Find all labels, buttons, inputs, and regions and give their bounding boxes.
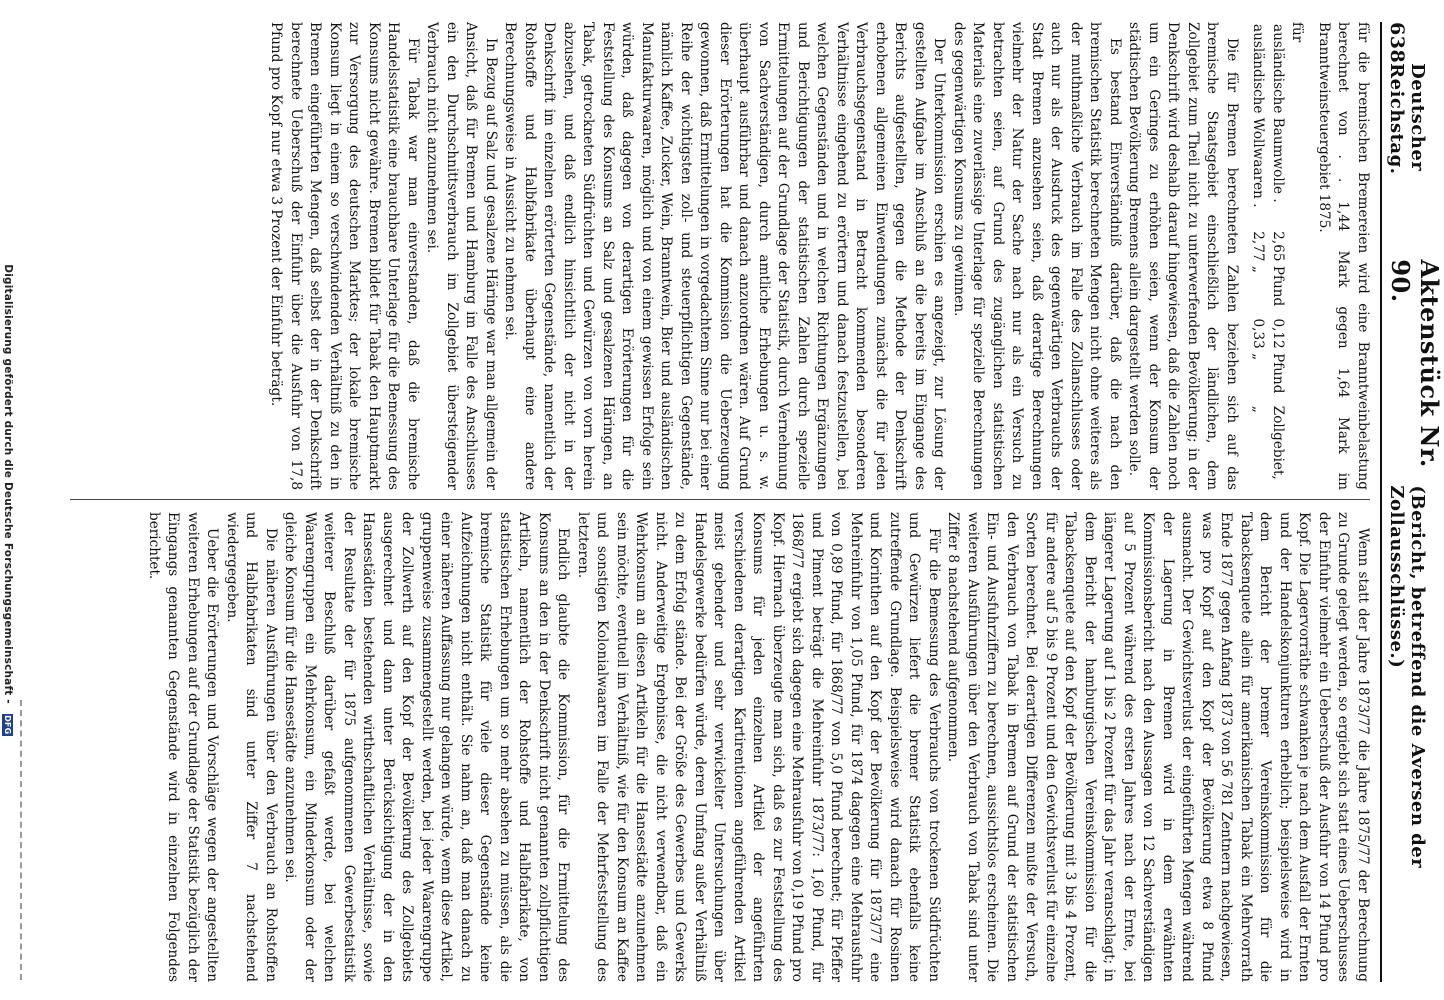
paragraph: Die für Bremen berechneten Zahlen beziehen sich auf das bremische Staatsgebiet einschließlich der ländlichen, dem Zollgebiet zum Theil nicht zu unterwerfenden Bevölkerung; in der Denkschrift wird deshalb darauf hingewiesen, daß die Zahlen noch um ein Geringes zu erhöhen seien, wenn der Konsum der städtischen Bevölkerung Bremens allein dargestellt werden solle.	[1126, 22, 1240, 490]
footer-text: Digitalisierung gefördert durch die Deutsche Forschungsgemeinschaft -	[2, 264, 14, 704]
paragraph: Wenn statt der Jahre 1873/77 die Jahre 1875/77 der Berechnung zu Grunde gelegt werden, so ergiebt sich statt eines Ueberschusses der Einfuhr vielmehr ein Ueberschuß der Ausfuhr von 14 Pfund pro Kopf. Die Lagervorräthe schwanken je nach dem Ausfall der Ernten und der Handelskonjunkturen erheblich; beispielsweise wird in dem Bericht der bremer Vereinskommission für die Tabacksenquete allein für amerikanischen Tabak ein Mehrvorrath Ende 1877 gegen Anfang 1873 von 56 781 Zentnern nachgewiesen, was pro Kopf auf den Kopf der Bevölkerung etwa 8 Pfund ausmacht. Der Gewichtsverlust der eingeführten Mengen während der Lagerung in Bremen wird in dem erwähnten Kommissionsbericht nach den Aussagen von 12 Sachverständigen auf 5 Prozent während des ersten Jahres nach der Ernte, bei längerer Lagerung auf 1 bis 2 Prozent für das Jahr veranschlagt; in dem Bericht der hamburgischen Vereinskommission für die Tabacksenquete auf den Kopf der Bevölkerung mit 3 bis 4 Prozent, für andere auf 5 bis 9 Prozent und den Gewichtsverlust für einzelne Sorten berechnet. Bei derartigen Differenzen mußte der Versuch, den Verbrauch von Tabak in Bremen auf Grund der statistischen Ein- und Ausfuhrziffern zu berechnen, aussichtslos erscheinen. Die weiteren Ausführungen über den Verbrauch von Tabak sind unter Ziffer 8 nachstehend aufgenommen.	[945, 512, 1371, 982]
table-cell: 2,77 „	[1250, 231, 1267, 273]
page-number: 638	[1386, 22, 1408, 64]
table-row	[1268, 22, 1288, 490]
paragraph: Endlich glaubte die Kommission, für die Ermittelung des Konsums an den in der Denkschrift nicht genannten zollpflichtigen Artikeln, namentlich der Rohstoffe und Halbfabrikate, von statistischen Erhebungen um so mehr absehen zu müssen, als die bremische Statistik für viele dieser Gegenstände keine Aufzeichnungen nicht enthält. Sie nahm an, daß man danach zu einer näheren Auffassung nur gelangen würde, wenn diese Artikel, gruppenweise zusammengestellt werden, bei jeder Waarengruppe der Zollwerth auf den Kopf der Bevölkerung des Zollgebiets ausgerechnet und dann unter Berücksichtigung der in den Hansestädten bestehenden wirthschaftlichen Verhältnisse, sowie der Resultate der für 1875 aufgenommenen Gewerbestatistik weiterer Beschluß darüber gefaßt werde, bei welchen Waarengruppen ein Mehrkonsum, ein Minderkonsum oder der gleiche Konsum für die Hansestädte anzunehmen sei.	[282, 512, 572, 982]
journal-title: Deutscher Reichstag.	[1386, 63, 1428, 175]
table-cell: „	[1250, 405, 1267, 413]
table-row	[1248, 22, 1268, 490]
digitization-footer	[0, 0, 14, 1000]
paragraph: Der Unterkommission erschien es angezeigt, zur Lösung der gestellten Aufgabe im Anschluß an die bereits im Eingange des Berichts aufgestellten, gegen die Methode der Denkschrift erhobenen allgemeinen Einwendungen zunächst die für jeden Verbrauchsgegenstand in Betracht kommenden besonderen Verhältnisse eingehend zu erörtern und danach festzustellen, bei welchen Gegenständen und in welchen Richtungen Ergänzungen und Berichtigungen der statistischen Zahlen durch spezielle Ermittelungen auf der Grundlage der Statistik, durch Vernehmung von Sachverständigen, durch amtliche Erhebungen u. s. w. überhaupt ausführbar und danach anzuordnen wären. Auf Grund dieser Erörterungen hat die Kommission die Ueberzeugung gewonnen, daß Ermittelungen in vorgedachtem Sinne nur bei einer Reihe der wichtigsten zoll- und steuerpflichtigen Gegenstände, nämlich Kaffee, Zucker, Wein, Branntwein, Bier und ausländischen Manufakturwaaren, möglich und von einem gewissen Erfolge sein würden, daß dagegen von derartigen Erörterungen für die Feststellung des Konsums an Salz und gesalzenen Häringen, an Tabak, getrockneten Südfrüchten und Gewürzen von vorn herein abzusehen, und daß endlich hinsichtlich der nicht in der Denkschrift im einzelnen erörterten Gegenstände, namentlich der Rohstoffe und Halbfabrikate überhaupt eine andere Berechnungsweise in Aussicht zu nehmen sei.	[502, 22, 948, 490]
table-intro: für	[1289, 22, 1306, 43]
table-cell: 0,33 „	[1250, 318, 1267, 361]
scan-edge-mark	[18, 700, 22, 980]
report-subtitle: (Bericht, betreffend die Aversen der Zollausschlüsse.)	[1386, 485, 1428, 869]
page-header	[1380, 22, 1444, 982]
table	[1248, 22, 1287, 490]
column-divider	[70, 499, 1370, 500]
paragraph: Die näheren Ausführungen über den Verbrauch an Rohstoffen und Halbfabrikaten sind unter Ziffer 7 nachstehend wiedergegeben.	[224, 512, 279, 982]
left-column	[266, 22, 1372, 490]
paragraph: In Bezug auf Salz und gesalzene Häringe war man allgemein der Ansicht, daß für Bremen und Hamburg im Falle des Anschlusses ein den Durchschnittsverbrauch im Zollgebiet übersteigender Verbrauch nicht anzunehmen sei.	[424, 22, 499, 490]
table-cell: Zollgebiet,	[1270, 405, 1286, 480]
table-cell: ausländische Baumwolle .	[1270, 24, 1286, 203]
table-cell: 0,12 Pfund	[1270, 318, 1286, 394]
paragraph: für die bremischen Bremereien wird eine Branntweinbelastung berechnet von . . 1,44 Mark gegen 1,64 Mark im Branntweinsteuergebiet 1875.	[1316, 22, 1371, 490]
dfg-logo: DFG	[3, 715, 13, 735]
paragraph: Es bestand Einverständniß darüber, daß die nach den bremischen Statistik berechneten Mengen nicht ohne weiteres als der muthmaßliche Verbrauch im Falle des Zollanschlusses oder auch nur als der Ausdruck des gegenwärtigen Verbrauchs der Stadt Bremen anzusehen seien, daß derartige Berechnungen vielmehr der Natur der Sache nach nur als ein Versuch zu betrachten seien, auf Grund des zugänglichen statistischen Materials eine zuverlässige Unterlage für spezielle Berechnungen des gegenwärtigen Konsums zu gewinnen.	[951, 22, 1123, 490]
issue-title: Aktenstück Nr. 90.	[1386, 259, 1444, 468]
right-column	[144, 512, 1373, 982]
consumption-table	[1248, 22, 1307, 490]
paragraph: Ueber die Erörterungen und Vorschläge wegen der angestellten weiteren Erhebungen auf der Grundlage der Statistik bezüglich der Eingangs genannten Gegenstände wird in einzelnen Folgendes berichtet.	[146, 512, 221, 982]
table-cell: 2,65 Pfund	[1270, 231, 1286, 307]
table-cell: ausländische Wollwaaren .	[1250, 24, 1267, 208]
paragraph: Für Tabak war man einverstanden, daß die bremische Handelsstatistik eine brauchbare Unterlage für die Bemessung des Konsums nicht gewähre. Bremen bildet für Tabak den Hauptmarkt zur Versorgung des deutschen Marktes; der lokale bremische Konsum liegt in einem so verschwindenden Verhältniß zu den in Bremen eingeführten Mengen, daß selbst der in der Denkschrift berechnete Ueberschuß der Einfuhr über die Ausfuhr von 17,8 Pfund pro Kopf nur etwa 3 Prozent der Einfuhr beträgt.	[268, 22, 421, 490]
paragraph: Für die Bemessung des Verbrauchs von trockenen Südfrüchten und Gewürzen liefert die bremer Statistik ebenfalls keine zutreffende Grundlage. Beispielsweise wird danach für Rosinen und Korinthen auf den Kopf der Bevölkerung für 1873/77 eine Mehreinfuhr von 1,05 Pfund, für 1874 dagegen eine Mehrausfuhr von 0,89 Pfund, für 1868/77 von 5,0 Pfund berechnet; für Pfeffer und Piment beträgt die Mehreinfuhr 1873/77: 1,60 Pfund, für 1868/77 ergiebt sich dagegen eine Mehrausfuhr von 0,19 Pfund pro Kopf. Hiernach überzeugte man sich, daß es zur Feststellung des Konsums für jeden einzelnen Artikel der angeführten verschiedenen derartigen Kartirentionen angeführenden Artikel meist gebender und sehr verwickelter Untersuchungen über Handelsgewerke bedürfen würde, deren Umfang außer Verhältniß zu dem Erfolg stände. Bei der Größe des Gewerbes und Gewerks nicht. Anderweitige Ergebnisse, die nicht verwendbar, daß ein Wehrkonsum an diesen Artikeln für die Hansestädte anzunehmen sein möchte, eventuell im Verhältniß, wie für den Konsum an Kaffee und sonstigen Kolonialwaaren im Falle der Mehrfeststellung des letzteren.	[575, 512, 942, 982]
